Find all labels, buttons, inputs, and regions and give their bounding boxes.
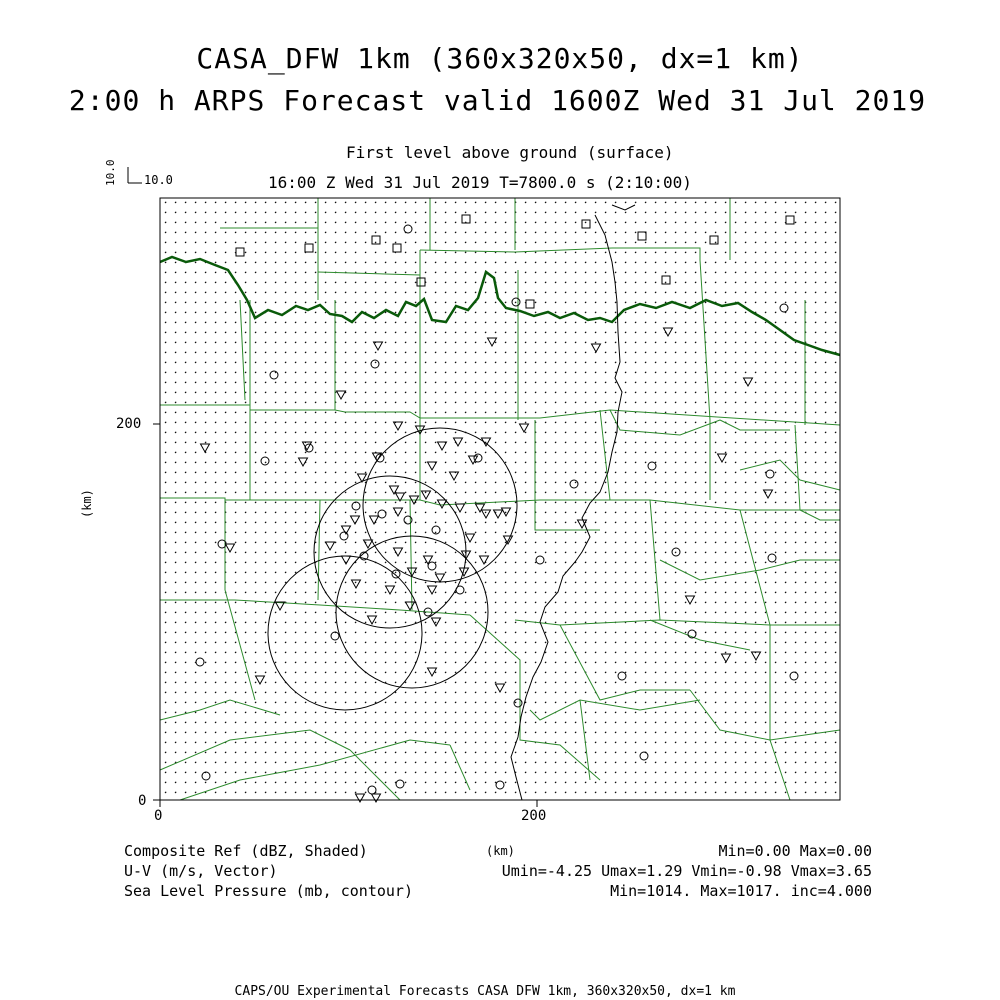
level-label: First level above ground (surface)	[346, 143, 674, 162]
tick-marks	[153, 424, 537, 807]
river-branch	[612, 205, 635, 210]
wind-vector-field	[165, 202, 836, 793]
footer-credit: CAPS/OU Experimental Forecasts CASA DFW 1km, 360x320x50, dx=1 km	[234, 984, 736, 999]
y-axis-label: (km)	[80, 489, 94, 518]
vector-key-horizontal-label: 10.0	[144, 173, 173, 187]
x-tick-label-0: 0	[154, 808, 163, 824]
legend-vector-label: U-V (m/s, Vector)	[124, 862, 278, 880]
y-tick-label-200: 200	[116, 416, 142, 432]
radar-range-rings	[268, 428, 517, 710]
legend-pressure-range: Min=1014. Max=1017. inc=4.000	[610, 882, 872, 900]
legend-vector-range: Umin=-4.25 Umax=1.29 Vmin=-0.98 Vmax=3.65	[501, 862, 872, 880]
vector-key-arrows	[128, 167, 142, 183]
y-tick-label-0: 0	[138, 793, 147, 809]
county-boundaries	[160, 198, 840, 800]
x-tick-label-200: 200	[521, 808, 547, 824]
time-label: 16:00 Z Wed 31 Jul 2019 T=7800.0 s (2:10:00)	[268, 173, 692, 192]
legend-ref-range: Min=0.00 Max=0.00	[718, 842, 872, 860]
title-line-2: 2:00 h ARPS Forecast valid 1600Z Wed 31 Jul 2019	[68, 84, 927, 117]
legend-pressure-label: Sea Level Pressure (mb, contour)	[124, 882, 413, 900]
x-axis-label: (km)	[486, 844, 515, 858]
legend-ref-label: Composite Ref (dBZ, Shaded)	[124, 842, 368, 860]
state-border	[160, 257, 840, 355]
vector-key-vertical-label: 10.0	[104, 159, 117, 186]
title-line-1: CASA_DFW 1km (360x320x50, dx=1 km)	[196, 42, 804, 75]
